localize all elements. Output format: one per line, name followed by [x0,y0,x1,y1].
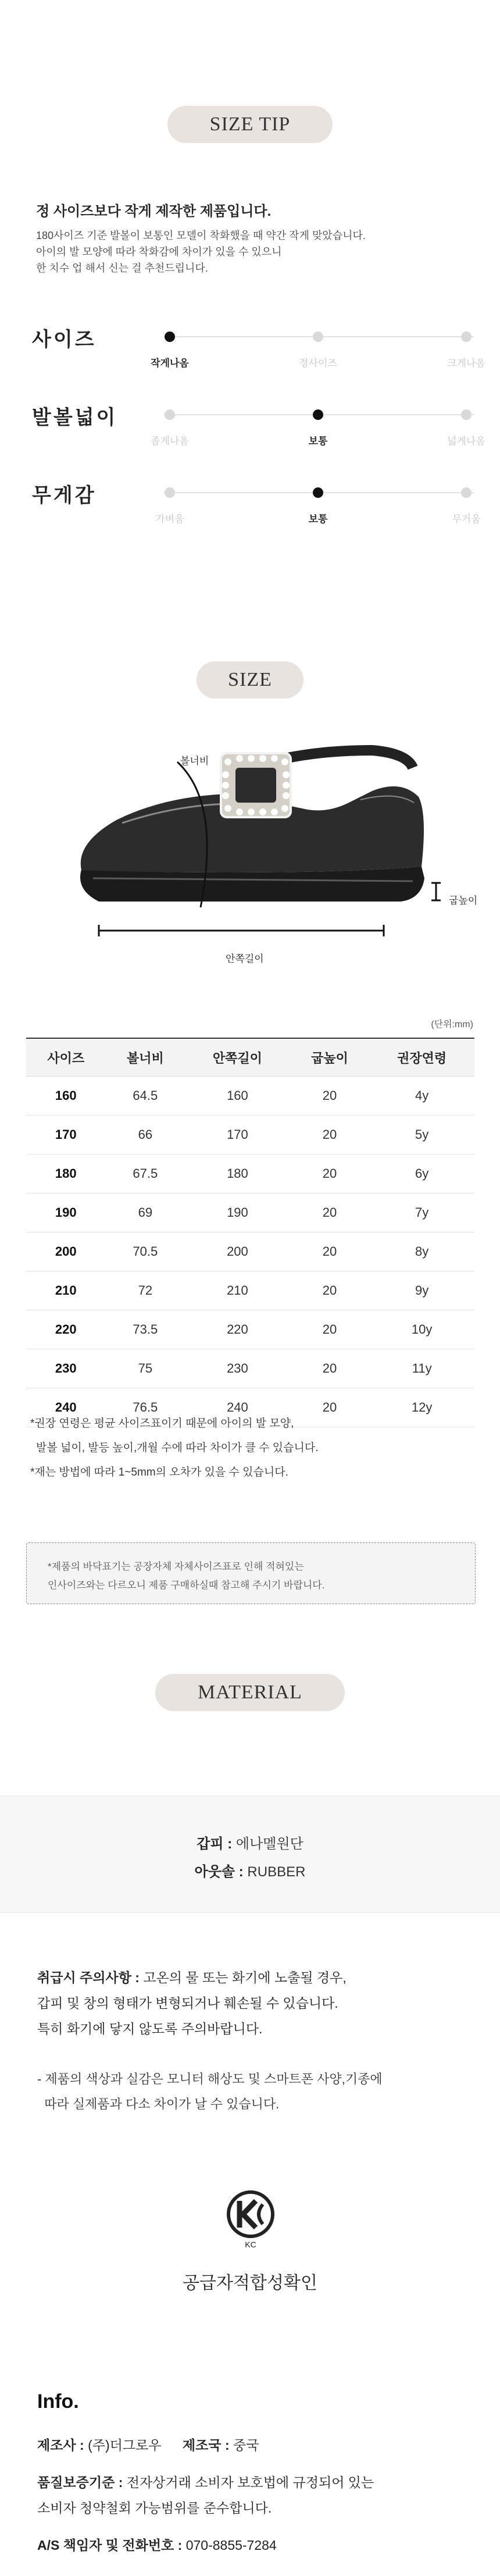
kc-label: 공급자적합성확인 [183,2274,317,2293]
info-as-label: A/S 책임자 및 전화번호 : [37,2538,183,2553]
table-cell: 20 [290,1349,370,1388]
size-warning-box [26,1542,476,1604]
table-cell: 20 [290,1388,370,1427]
table-cell: 7y [369,1193,474,1232]
table-row [26,1193,474,1232]
shoe-diagram [0,698,500,1012]
material-upper [0,1832,500,1852]
table-row [26,1271,474,1310]
scale-row [32,401,485,448]
table-cell: 160 [26,1077,106,1116]
size-table-column-header: 안쪽길이 [185,1038,290,1077]
disclaimer-line-2: 따라 실제품과 다소 차이가 날 수 있습니다. [37,2097,280,2111]
scale-option-label: 보통 [308,436,328,447]
material-outsole-label: 아웃솔 : [194,1864,244,1880]
size-tip-title: 정 사이즈보다 작게 제작한 제품입니다. [36,204,272,219]
inner-length-label: 안쪽길이 [226,953,264,964]
ball-width-label: 볼너비 [180,756,209,767]
disclaimer-line-1: - 제품의 색상과 실감은 모니터 해상도 및 스마트폰 사양,기종에 [37,2072,383,2086]
size-tip-heading: SIZE TIP [167,106,333,143]
info-heading: Info. [37,2390,79,2413]
info-maker-row [37,2435,259,2454]
kc-mark-text: KC [245,2240,256,2249]
table-cell: 10y [369,1310,474,1349]
scale-option-label: 크게나옴 [447,358,485,369]
scale-row [32,323,485,370]
table-cell: 20 [290,1077,370,1116]
scale-dot [165,487,175,498]
table-cell: 170 [185,1116,290,1155]
care-line-1 [37,1966,347,1989]
table-cell: 240 [185,1388,290,1427]
table-cell: 76.5 [106,1388,185,1427]
table-cell: 75 [106,1349,185,1388]
size-table-column-header: 굽높이 [290,1038,370,1077]
material-box [0,1795,500,1913]
table-cell: 160 [185,1077,290,1116]
care-text-1: 고온의 물 또는 화기에 노출될 경우, [143,1970,347,1985]
scale-dot [165,409,175,420]
table-cell: 73.5 [106,1310,185,1349]
size-table-column-header: 볼너비 [106,1038,185,1077]
size-tip-note-2: 아이의 발 모양에 따라 착화감에 차이가 있을 수 있으니 [36,246,282,258]
info-country-label: 제조국 : [182,2438,230,2453]
table-cell: 6y [369,1155,474,1193]
heel-height-label: 굽높이 [449,895,478,906]
table-cell: 210 [185,1271,290,1310]
table-row [26,1232,474,1271]
table-cell: 220 [185,1310,290,1349]
table-cell: 200 [26,1232,106,1271]
table-cell: 20 [290,1232,370,1271]
table-cell: 200 [185,1232,290,1271]
info-warranty-row [37,2472,374,2491]
table-cell: 230 [185,1349,290,1388]
table-cell: 190 [26,1193,106,1232]
table-cell: 230 [26,1349,106,1388]
table-row [26,1155,474,1193]
table-cell: 66 [106,1116,185,1155]
table-cell: 12y [369,1388,474,1427]
info-warranty-label: 품질보증기준 : [37,2475,123,2490]
table-row [26,1349,474,1388]
scale-option-label: 정사이즈 [299,358,337,369]
table-cell: 20 [290,1193,370,1232]
size-table [26,1038,474,1427]
table-cell: 70.5 [106,1232,185,1271]
scale-label: 발볼넓이 [32,407,118,429]
table-cell: 67.5 [106,1155,185,1193]
size-warning-line-2: 인사이즈와는 다르오니 제품 구매하실때 참고해 주시기 바랍니다. [48,1580,325,1591]
unit-label: (단위:mm) [431,1020,473,1029]
size-tip-note-1: 180사이즈 기준 발볼이 보통인 모델이 착화했을 때 약간 작게 맞았습니다. [36,230,366,241]
scale-dot [313,332,323,342]
kc-certification-icon [226,2189,276,2249]
size-table-column-header: 사이즈 [26,1038,106,1077]
scale-dot-selected [313,409,323,420]
scale-option-label: 가벼움 [155,514,184,525]
size-table-column-header: 권장연령 [369,1038,474,1077]
scale-dot [461,332,472,342]
care-line-3: 특히 화기에 닿지 않도록 주의바랍니다. [37,2021,263,2036]
table-cell: 220 [26,1310,106,1349]
scale-dot [461,409,472,420]
table-cell: 190 [185,1193,290,1232]
info-warranty-value: 전자상거래 소비자 보호법에 규정되어 있는 [126,2475,374,2490]
table-cell: 180 [26,1155,106,1193]
table-cell: 20 [290,1116,370,1155]
scale-dot-selected [165,332,175,342]
table-row [26,1077,474,1116]
size-heading: SIZE [197,661,303,699]
care-line-2: 갑피 및 창의 형태가 변형되거나 훼손될 수 있습니다. [37,1996,338,2011]
table-cell: 11y [369,1349,474,1388]
scale-label: 무게감 [32,484,97,507]
scale-option-label: 작게나옴 [151,358,189,369]
info-as-value: 070-8855-7284 [185,2538,277,2553]
material-upper-label: 갑피 : [197,1836,233,1852]
scale-label: 사이즈 [32,329,97,351]
scale-option-label: 보통 [308,514,328,525]
care-label: 취급시 주의사항 : [37,1970,140,1985]
size-tip-note-3: 한 치수 업 해서 신는 걸 추천드립니다. [36,262,208,274]
table-cell: 9y [369,1271,474,1310]
scale-dot-selected [313,487,323,498]
scale-option-label: 넓게나옴 [447,436,485,447]
table-cell: 64.5 [106,1077,185,1116]
table-cell: 20 [290,1310,370,1349]
table-cell: 8y [369,1232,474,1271]
scale-option-label: 좁게나옴 [151,436,189,447]
size-note-1: *권장 연령은 평균 사이즈표이기 때문에 아이의 발 모양, [30,1417,294,1430]
material-outsole [0,1860,500,1880]
material-heading: MATERIAL [155,1674,345,1711]
table-cell: 210 [26,1271,106,1310]
table-cell: 180 [185,1155,290,1193]
material-upper-value: 에나멜원단 [235,1836,303,1852]
size-warning-line-1: *제품의 바닥표기는 공장자체 자체사이즈표로 인해 적혀있는 [48,1561,304,1572]
scale-dot [461,487,472,498]
size-note-2: 발볼 넓이, 발등 높이,개월 수에 따라 차이가 클 수 있습니다. [36,1442,319,1454]
info-maker-value: (주)더그로우 [88,2438,162,2453]
info-as-row [37,2535,277,2554]
material-outsole-value: RUBBER [247,1864,306,1880]
table-cell: 170 [26,1116,106,1155]
size-table-header [26,1038,474,1077]
info-country-value: 중국 [233,2438,259,2453]
table-cell: 240 [26,1388,106,1427]
info-maker-label: 제조사 : [37,2438,84,2453]
table-cell: 5y [369,1116,474,1155]
table-cell: 72 [106,1271,185,1310]
table-row [26,1310,474,1349]
scale-row [32,479,481,526]
table-cell: 20 [290,1155,370,1193]
table-cell: 20 [290,1271,370,1310]
table-row [26,1116,474,1155]
table-cell: 69 [106,1193,185,1232]
table-cell: 4y [369,1077,474,1116]
scale-option-label: 무거움 [452,514,481,525]
size-note-3: *재는 방법에 따라 1~5mm의 오차가 있을 수 있습니다. [30,1466,288,1478]
info-warranty-row-2: 소비자 청약철회 가능범위를 준수합니다. [37,2500,272,2516]
